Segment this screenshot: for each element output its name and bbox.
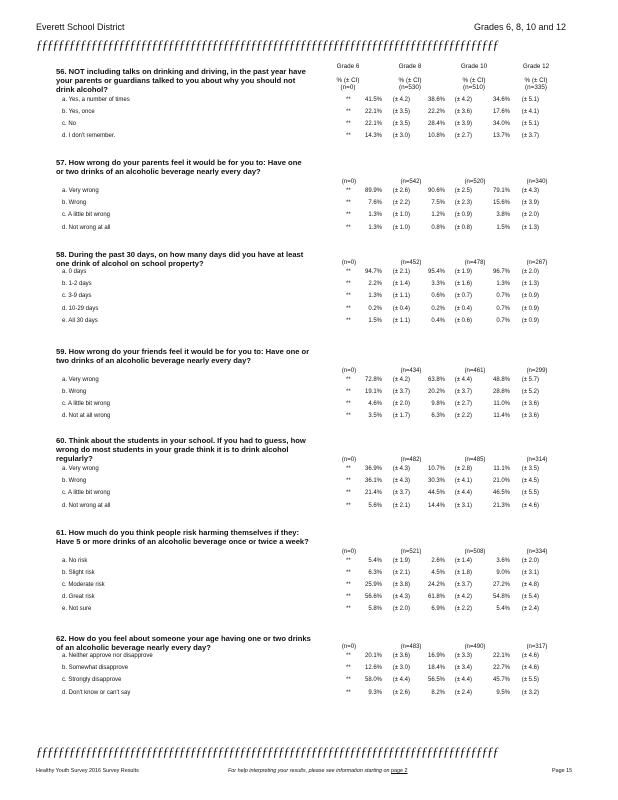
confidence-interval: (± 4.3) [392,478,410,485]
percent-value: 21.0% [492,478,510,485]
percent-value: 20.1% [364,653,382,659]
confidence-interval: (± 3.1) [521,570,539,577]
answer-option-label: c. Strongly disapprove [62,677,122,684]
percent-value: 22.2% [427,108,445,115]
answer-option-label: a. Neither approve nor disapprove [62,653,153,659]
grade6-suppressed-value: ** [346,188,351,194]
confidence-interval: (± 1.8) [454,570,472,577]
answer-option-label: d. Not wrong at all [62,224,111,231]
sample-size: (n=478) [464,260,486,266]
confidence-interval: (± 2.6) [392,689,410,696]
grade6-suppressed-value: ** [346,293,351,300]
percent-value: 28.4% [427,120,445,127]
percent-value: 6.3% [431,412,445,419]
answer-option-label: a. Very wrong [62,466,99,472]
answer-option-label: c. A little bit wrong [62,400,111,407]
sample-size: (n=508) [464,549,486,555]
answer-option-label: a. Very wrong [62,188,99,194]
confidence-interval: (± 4.6) [521,502,539,509]
confidence-interval: (± 4.2) [392,377,410,383]
footer-middle [228,768,408,774]
grade6-suppressed-value: ** [346,108,351,115]
confidence-interval: (± 3.8) [392,582,410,589]
percent-value: 22.1% [364,120,382,127]
percent-value: 14.4% [427,502,445,509]
ci-subhead: % (± CI) [398,76,422,84]
confidence-interval: (± 3.7) [454,582,472,589]
percent-value: 27.2% [492,582,510,589]
grade-label: Grade 12 [522,63,550,70]
confidence-interval: (± 4.2) [454,594,472,601]
confidence-interval: (± 3.5) [392,108,410,115]
confidence-interval: (± 3.3) [454,653,472,659]
confidence-interval: (± 2.0) [521,558,539,564]
sample-size: (n=317) [526,644,548,650]
sample-size: (n=0) [341,368,357,374]
confidence-interval: (± 5.5) [521,677,539,684]
sample-size: (n=520) [464,179,486,185]
footer-page-number: Page 15 [552,768,573,774]
grade6-suppressed-value: ** [346,97,351,103]
sample-size: (n=490) [464,644,486,650]
confidence-interval: (± 1.0) [392,212,410,219]
percent-value: 89.9% [364,188,382,194]
sample-size: (n=335) [525,84,547,91]
confidence-interval: (± 4.4) [454,677,472,684]
confidence-interval: (± 1.4) [454,558,472,564]
percent-value: 3.3% [431,281,445,288]
answer-option-label: a. 0 days [62,269,87,275]
percent-value: 72.8% [364,377,382,383]
percent-value: 14.3% [364,132,382,139]
confidence-interval: (± 2.1) [392,570,410,577]
confidence-interval: (± 1.0) [392,224,410,231]
grade6-suppressed-value: ** [346,677,351,684]
sample-size: (n=521) [400,549,422,555]
percent-value: 3.5% [368,412,382,419]
sample-size: (n=0) [341,179,357,185]
percent-value: 63.8% [427,377,445,383]
confidence-interval: (± 0.9) [521,305,539,312]
confidence-interval: (± 4.4) [392,677,410,684]
confidence-interval: (± 3.2) [521,689,539,696]
confidence-interval: (± 3.7) [454,388,472,395]
confidence-interval: (± 4.3) [392,594,410,601]
confidence-interval: (± 2.2) [392,200,410,207]
answer-option-label: a. Yes, a number of times [62,97,130,103]
grade6-suppressed-value: ** [346,120,351,127]
percent-value: 22.1% [364,108,382,115]
confidence-interval: (± 4.5) [521,478,539,485]
confidence-interval: (± 3.6) [392,653,410,659]
confidence-interval: (± 4.4) [454,490,472,497]
percent-value: 9.5% [496,689,510,696]
confidence-interval: (± 4.2) [454,97,472,103]
percent-value: 79.1% [492,188,510,194]
sample-size: (n=0) [340,84,356,91]
sample-size: (n=299) [526,368,548,374]
grade6-suppressed-value: ** [346,653,351,659]
grade6-suppressed-value: ** [346,582,351,589]
percent-value: 11.0% [493,400,510,407]
confidence-interval: (± 0.4) [454,305,472,312]
confidence-interval: (± 2.2) [454,606,472,613]
footer-page-link[interactable]: page 2 [391,768,408,774]
percent-value: 21.4% [364,490,382,497]
percent-value: 5.8% [368,606,382,613]
confidence-interval: (± 1.3) [521,281,539,288]
answer-option-label: b. Wrong [62,478,87,485]
answer-option-label: b. Yes, once [62,108,95,115]
confidence-interval: (± 0.6) [454,317,472,324]
sample-size: (n=542) [400,179,422,185]
grade6-suppressed-value: ** [346,606,351,613]
answer-option-label: b. Wrong [62,200,87,207]
percent-value: 19.1% [364,388,382,395]
bottom-divider: ƒƒƒƒƒƒƒƒƒƒƒƒƒƒƒƒƒƒƒƒƒƒƒƒƒƒƒƒƒƒƒƒƒƒƒƒƒƒƒƒƒƒƒƒƒƒƒƒƒƒƒƒƒƒƒƒƒƒƒƒƒƒƒƒƒƒƒƒƒƒƒƒƒƒƒƒƒƒƒƒƒƒƒƒ [36,746,498,758]
grade-label: Grade 6 [336,63,360,70]
page-header-district: Everett School District [36,22,125,32]
percent-value: 90.6% [427,188,445,194]
percent-value: 18.4% [427,665,445,672]
percent-value: 34.6% [492,97,510,103]
percent-value: 7.6% [368,200,382,207]
answer-option-label: b. Slight risk [62,570,95,577]
grade6-suppressed-value: ** [346,594,351,601]
percent-value: 21.3% [492,502,510,509]
grade6-suppressed-value: ** [346,317,351,324]
confidence-interval: (± 4.6) [521,665,539,672]
column-header-grade [448,63,500,92]
percent-value: 7.5% [431,200,445,207]
grade6-suppressed-value: ** [346,305,351,312]
percent-value: 0.7% [496,305,510,312]
answer-option-label: d. Great risk [62,594,95,601]
grade6-suppressed-value: ** [346,400,351,407]
confidence-interval: (± 3.0) [392,665,410,672]
percent-value: 10.7% [427,466,445,472]
sample-size: (n=510) [463,84,485,91]
percent-value: 20.2% [427,388,445,395]
answer-option-label: e. Not sure [62,606,92,613]
percent-value: 0.7% [496,293,510,300]
confidence-interval: (± 0.9) [521,293,539,300]
percent-value: 41.5% [364,97,382,103]
confidence-interval: (± 2.4) [521,606,539,613]
percent-value: 56.5% [427,677,445,684]
sample-size: (n=267) [526,260,548,266]
confidence-interval: (± 2.0) [521,269,539,275]
sample-size: (n=461) [464,368,486,374]
confidence-interval: (± 5.1) [521,120,539,127]
question-text: 57. How wrong do your parents feel it would be for you to: Have one or two drinks of an alcoholic beverage nearly every day? [56,158,302,176]
confidence-interval: (± 3.9) [521,200,539,207]
answer-option-label: c. A little bit wrong [62,212,111,219]
confidence-interval: (± 2.0) [392,400,410,407]
percent-value: 0.2% [368,305,382,312]
confidence-interval: (± 5.5) [521,490,539,497]
percent-value: 36.9% [364,466,382,472]
question-text: 60. Think about the students in your school. If you had to guess, how wrong do most students in your grade think it is to drink alcohol regularly? [56,436,306,463]
confidence-interval: (± 0.8) [454,224,472,231]
confidence-interval: (± 5.2) [521,388,539,395]
confidence-interval: (± 5.4) [521,594,539,601]
grade-label: Grade 8 [398,63,422,70]
confidence-interval: (± 1.3) [521,224,539,231]
percent-value: 17.6% [492,108,510,115]
percent-value: 0.6% [431,293,445,300]
percent-value: 96.7% [492,269,510,275]
grade6-suppressed-value: ** [346,377,351,383]
percent-value: 36.1% [364,478,382,485]
percent-value: 5.4% [496,606,510,613]
confidence-interval: (± 3.0) [392,132,410,139]
percent-value: 46.5% [492,490,510,497]
percent-value: 4.5% [431,570,445,577]
percent-value: 61.8% [427,594,445,601]
confidence-interval: (± 2.7) [454,400,472,407]
grade6-suppressed-value: ** [346,224,351,231]
grade6-suppressed-value: ** [346,212,351,219]
ci-subhead: % (± CI) [462,76,486,84]
percent-value: 9.8% [431,400,445,407]
grade6-suppressed-value: ** [346,502,351,509]
percent-value: 1.5% [496,224,510,231]
confidence-interval: (± 4.8) [521,582,539,589]
column-header-grade [384,63,436,92]
grade-label: Grade 10 [460,63,488,70]
confidence-interval: (± 2.0) [521,212,539,219]
percent-value: 38.6% [427,97,445,103]
confidence-interval: (± 3.6) [521,400,539,407]
percent-value: 3.8% [496,212,510,219]
sample-size: (n=0) [341,549,357,555]
confidence-interval: (± 0.4) [392,305,410,312]
percent-value: 4.6% [368,400,382,407]
question-text: 61. How much do you think people risk harming themselves if they: Have 5 or more drinks of an alcoholic beverage once or twice a week? [56,528,309,546]
percent-value: 0.2% [431,305,445,312]
confidence-interval: (± 3.4) [454,665,472,672]
percent-value: 9.3% [368,689,382,696]
sample-size: (n=530) [399,84,421,91]
sample-size: (n=340) [526,179,548,185]
confidence-interval: (± 2.7) [454,132,472,139]
percent-value: 56.6% [364,594,382,601]
answer-option-label: c. 3-9 days [62,293,92,300]
grade6-suppressed-value: ** [346,490,351,497]
percent-value: 15.6% [492,200,510,207]
percent-value: 0.4% [431,317,445,324]
percent-value: 3.6% [496,558,510,564]
percent-value: 6.9% [431,606,445,613]
confidence-interval: (± 1.1) [392,317,410,324]
confidence-interval: (± 2.8) [454,466,472,472]
confidence-interval: (± 4.3) [392,466,410,472]
percent-value: 2.6% [431,558,445,564]
percent-value: 1.3% [368,293,382,300]
confidence-interval: (± 1.9) [454,269,472,275]
percent-value: 34.0% [492,120,510,127]
ci-subhead: % (± CI) [336,76,360,84]
confidence-interval: (± 2.1) [392,269,410,275]
confidence-interval: (± 4.2) [392,97,410,103]
confidence-interval: (± 4.1) [454,478,472,485]
confidence-interval: (± 1.1) [392,293,410,300]
confidence-interval: (± 4.1) [521,108,539,115]
grade6-suppressed-value: ** [346,200,351,207]
grade6-suppressed-value: ** [346,412,351,419]
confidence-interval: (± 5.7) [521,377,539,383]
answer-option-label: d. Not at all wrong [62,412,111,419]
question-text: 62. How do you feel about someone your age having one or two drinks of an alcoholic beverage nearly every day? [56,634,311,652]
top-divider: ƒƒƒƒƒƒƒƒƒƒƒƒƒƒƒƒƒƒƒƒƒƒƒƒƒƒƒƒƒƒƒƒƒƒƒƒƒƒƒƒƒƒƒƒƒƒƒƒƒƒƒƒƒƒƒƒƒƒƒƒƒƒƒƒƒƒƒƒƒƒƒƒƒƒƒƒƒƒƒƒƒƒƒƒ [36,39,498,51]
confidence-interval: (± 2.0) [392,606,410,613]
question-text: 56. NOT including talks on drinking and driving, in the past year have your parents or guardians talked to you about why you should not drink alcohol? [56,67,306,94]
grade6-suppressed-value: ** [346,269,351,275]
answer-option-label: d. Don't know or can't say [62,689,131,696]
answer-option-label: d. 10-29 days [62,305,99,312]
grade6-suppressed-value: ** [346,132,351,139]
confidence-interval: (± 0.9) [454,212,472,219]
percent-value: 16.9% [427,653,445,659]
confidence-interval: (± 0.7) [454,293,472,300]
confidence-interval: (± 3.9) [454,120,472,127]
percent-value: 1.3% [496,281,510,288]
confidence-interval: (± 1.4) [392,281,410,288]
grade6-suppressed-value: ** [346,281,351,288]
sample-size: (n=0) [341,457,357,463]
percent-value: 24.2% [427,582,445,589]
confidence-interval: (± 3.5) [392,120,410,127]
confidence-interval: (± 5.1) [521,97,539,103]
answer-option-label: b. Wrong [62,388,87,395]
grade6-suppressed-value: ** [346,478,351,485]
percent-value: 58.0% [364,677,382,684]
percent-value: 44.5% [427,490,445,497]
footer-left: Healthy Youth Survey 2016 Survey Results [36,768,139,774]
page-header-grades: Grades 6, 8, 10 and 12 [474,22,567,32]
footer-help-text: For help interpreting your results, please see information starting on [228,768,390,774]
percent-value: 6.3% [368,570,382,577]
column-header-grade [322,63,374,92]
question-text: 58. During the past 30 days, on how many days did you have at least one drink of alcohol on school property? [56,250,304,268]
percent-value: 1.2% [431,212,445,219]
confidence-interval: (± 1.9) [392,558,410,564]
column-header-grade [510,63,562,92]
sample-size: (n=334) [526,549,548,555]
answer-option-label: b. Somewhat disapprove [62,665,129,672]
confidence-interval: (± 4.3) [521,188,539,194]
percent-value: 1.3% [368,224,382,231]
percent-value: 45.7% [492,677,510,684]
answer-option-label: d. I don't remember. [62,132,116,139]
answer-option-label: a. Very wrong [62,377,99,383]
percent-value: 22.7% [492,665,510,672]
percent-value: 2.2% [368,281,382,288]
percent-value: 1.3% [368,212,382,219]
sample-size: (n=452) [400,260,422,266]
grade6-suppressed-value: ** [346,665,351,672]
confidence-interval: (± 3.6) [521,412,539,419]
confidence-interval: (± 3.7) [392,388,410,395]
percent-value: 10.8% [427,132,445,139]
confidence-interval: (± 2.2) [454,412,472,419]
grade6-suppressed-value: ** [346,570,351,577]
answer-option-label: c. A little bit wrong [62,490,111,497]
confidence-interval: (± 4.4) [454,377,472,383]
percent-value: 5.6% [368,502,382,509]
ci-subhead: % (± CI) [524,76,548,84]
confidence-interval: (± 2.1) [392,502,410,509]
confidence-interval: (± 3.5) [521,466,539,472]
grade6-suppressed-value: ** [346,466,351,472]
confidence-interval: (± 3.1) [454,502,472,509]
sample-size: (n=483) [400,644,422,650]
sample-size: (n=434) [400,368,422,374]
answer-option-label: e. All 30 days [62,317,98,324]
grade6-suppressed-value: ** [346,689,351,696]
percent-value: 30.3% [427,478,445,485]
percent-value: 28.8% [492,388,510,395]
percent-value: 9.0% [496,570,510,577]
percent-value: 0.7% [496,317,510,324]
confidence-interval: (± 3.7) [521,132,539,139]
percent-value: 54.8% [492,594,510,601]
sample-size: (n=314) [526,457,548,463]
percent-value: 1.5% [368,317,382,324]
percent-value: 48.8% [492,377,510,383]
percent-value: 5.4% [368,558,382,564]
sample-size: (n=485) [464,457,486,463]
confidence-interval: (± 2.3) [454,200,472,207]
confidence-interval: (± 0.9) [521,317,539,324]
answer-option-label: c. Moderate risk [62,582,105,589]
answer-option-label: c. No [62,120,77,127]
percent-value: 11.1% [493,466,510,472]
confidence-interval: (± 2.5) [454,188,472,194]
percent-value: 25.9% [364,582,382,589]
percent-value: 0.8% [431,224,445,231]
confidence-interval: (± 3.7) [392,490,410,497]
percent-value: 22.1% [492,653,510,659]
answer-option-label: d. Not wrong at all [62,502,111,509]
answer-option-label: b. 1-2 days [62,281,92,288]
sample-size: (n=0) [341,260,357,266]
grade6-suppressed-value: ** [346,388,351,395]
confidence-interval: (± 1.6) [454,281,472,288]
confidence-interval: (± 3.6) [454,108,472,115]
question-text: 59. How wrong do your friends feel it would be for you to: Have one or two drinks of an alcoholic beverage nearly every day? [56,347,310,365]
confidence-interval: (± 2.4) [454,689,472,696]
percent-value: 94.7% [364,269,382,275]
percent-value: 8.2% [431,689,445,696]
percent-value: 13.7% [492,132,510,139]
grade6-suppressed-value: ** [346,558,351,564]
confidence-interval: (± 4.6) [521,653,539,659]
answer-option-label: a. No risk [62,558,88,564]
confidence-interval: (± 1.7) [392,412,410,419]
percent-value: 12.6% [364,665,382,672]
sample-size: (n=482) [400,457,422,463]
percent-value: 11.4% [493,412,510,419]
confidence-interval: (± 2.6) [392,188,410,194]
sample-size: (n=0) [341,644,357,650]
percent-value: 95.4% [427,269,445,275]
